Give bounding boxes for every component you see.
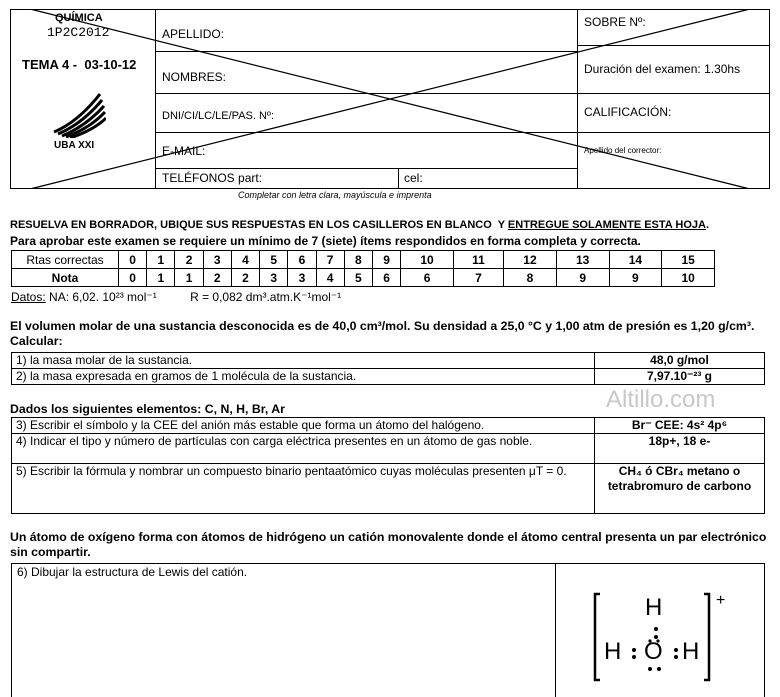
field-calificacion[interactable]: CALIFICACIÓN:: [584, 105, 672, 119]
score-cell: 13: [556, 251, 609, 269]
grade-cell: 7: [453, 269, 503, 287]
exam-duration: Duración del examen: 1.30hs: [584, 62, 741, 76]
problem2-table: [11, 417, 765, 514]
answer-cell[interactable]: 48,0 g/mol: [595, 353, 765, 369]
instructions-line1: [10, 219, 709, 231]
score-row-grade: [12, 269, 715, 287]
score-table: [11, 250, 715, 287]
score-cell: 2: [175, 251, 203, 269]
score-cell: 11: [453, 251, 503, 269]
answer-cell[interactable]: Br⁻ CEE: 4s² 4p⁶: [595, 418, 765, 434]
question-row: [12, 418, 765, 434]
grade-cell: 4: [316, 269, 344, 287]
score-cell: 0: [119, 251, 147, 269]
score-cell: 4: [231, 251, 259, 269]
grade-cell: 2: [203, 269, 231, 287]
score-cell: 6: [288, 251, 316, 269]
answer-cell[interactable]: 18p+, 18 e-: [595, 434, 765, 464]
answer-divider: [555, 563, 556, 697]
grade-cell: 9: [556, 269, 609, 287]
grade-cell: 9: [609, 269, 662, 287]
score-cell: 9: [372, 251, 400, 269]
grade-cell: 3: [260, 269, 288, 287]
grade-cell: 10: [662, 269, 715, 287]
question-row: [12, 434, 765, 464]
score-cell: 7: [316, 251, 344, 269]
lewis-structure[interactable]: [592, 592, 732, 682]
score-cell: 12: [504, 251, 557, 269]
question-row: [12, 369, 765, 385]
lewis-h-left: H: [604, 638, 622, 665]
field-cel[interactable]: cel:: [404, 171, 423, 185]
field-dni[interactable]: DNI/CI/LC/LE/PAS. Nº:: [162, 110, 275, 122]
score-cell: 15: [662, 251, 715, 269]
question-text: 3) Escribir el símbolo y la CEE del anión más estable que forma un átomo del halógeno.: [12, 418, 595, 434]
field-nombres[interactable]: NOMBRES:: [162, 70, 227, 84]
answer-cell[interactable]: CH₄ ó CBr₄ metano o tetrabromuro de carbono: [595, 464, 765, 514]
datos-gas-constant: R = 0,082 dm³.atm.K⁻¹mol⁻¹: [190, 290, 342, 304]
datos-avogadro: NA: 6,02. 10²³ mol⁻¹: [45, 290, 157, 304]
grade-cell: 8: [504, 269, 557, 287]
field-corrector[interactable]: Apellido del corrector:: [584, 146, 662, 155]
score-cell: 3: [203, 251, 231, 269]
lewis-h-top: H: [645, 594, 663, 621]
grade-cell: 5: [344, 269, 372, 287]
instructions-emphasis: ENTREGUE SOLAMENTE ESTA HOJA: [507, 219, 706, 231]
question-row: [12, 353, 765, 369]
score-cell: 8: [344, 251, 372, 269]
problem1-table: [11, 352, 765, 385]
question-text: 5) Escribir la fórmula y nombrar un compuesto binario pentaatómico cuyas moléculas presenten μT = 0.: [12, 464, 595, 514]
question-text: 2) la masa expresada en gramos de 1 molécula de la sustancia.: [12, 369, 595, 385]
watermark: Altillo.com: [606, 386, 716, 413]
instructions-end: .: [705, 219, 710, 231]
fill-note: Completar con letra clara, mayúscula e imprenta: [238, 190, 432, 200]
instructions-line2: Para aprobar este examen se requiere un mínimo de 7 (siete) ítems respondidos en forma completa y correcta.: [10, 234, 641, 248]
field-phone[interactable]: TELÉFONOS part:: [162, 171, 263, 185]
score-row-label: Rtas correctas: [12, 251, 119, 269]
grade-cell: 2: [231, 269, 259, 287]
score-cell: 1: [147, 251, 175, 269]
lewis-h-right: H: [682, 638, 700, 665]
problem2-text: Dados los siguientes elementos: C, N, H, Br, Ar: [10, 402, 285, 416]
instructions-text: RESUELVA EN BORRADOR, UBIQUE SUS RESPUESTAS EN LOS CASILLEROS EN BLANCO Y: [10, 219, 508, 231]
uba-logo-icon: [50, 92, 106, 138]
answer-cell[interactable]: 7,97.10⁻²³ g: [595, 369, 765, 385]
question-text: 6) Dibujar la estructura de Lewis del catión.: [17, 565, 248, 579]
exam-code: 1P2C2012: [47, 25, 110, 40]
field-sobre[interactable]: SOBRE Nº:: [584, 15, 646, 29]
grade-cell: 1: [147, 269, 175, 287]
grade-cell: 3: [288, 269, 316, 287]
subject-label: QUÍMICA: [55, 12, 103, 24]
lewis-charge: +: [716, 592, 726, 609]
logo-text: UBA XXI: [54, 140, 95, 151]
score-cell: 14: [609, 251, 662, 269]
grade-cell: 6: [401, 269, 454, 287]
field-apellido[interactable]: APELLIDO:: [162, 27, 225, 41]
grade-cell: 6: [372, 269, 400, 287]
grade-cell: 0: [119, 269, 147, 287]
score-row-correct: [12, 251, 715, 269]
question-text: 1) la masa molar de la sustancia.: [12, 353, 595, 369]
problem1-text: El volumen molar de una sustancia desconocida es de 40,0 cm³/mol. Su densidad a 25,0 °C y 1,00 atm de presión es 1,20 g/cm³. Calcular:: [10, 319, 755, 348]
cross-out-mark: [10, 9, 770, 189]
lewis-o: O: [644, 638, 663, 665]
question-text: 4) Indicar el tipo y número de partículas con carga eléctrica presentes en un átomo de gas noble.: [12, 434, 595, 464]
field-email[interactable]: E-MAIL:: [162, 144, 206, 158]
question-row: [12, 464, 765, 514]
score-cell: 5: [260, 251, 288, 269]
score-cell: 10: [401, 251, 454, 269]
datos-line: [11, 290, 341, 304]
score-row-label: Nota: [12, 269, 119, 287]
grade-cell: 1: [175, 269, 203, 287]
problem3-text: Un átomo de oxígeno forma con átomos de hidrógeno un catión monovalente donde el átomo central presenta un par electrónico sin compartir.: [10, 530, 767, 559]
tema-label: TEMA 4 - 03-10-12: [22, 57, 137, 72]
datos-label: Datos:: [11, 290, 46, 304]
